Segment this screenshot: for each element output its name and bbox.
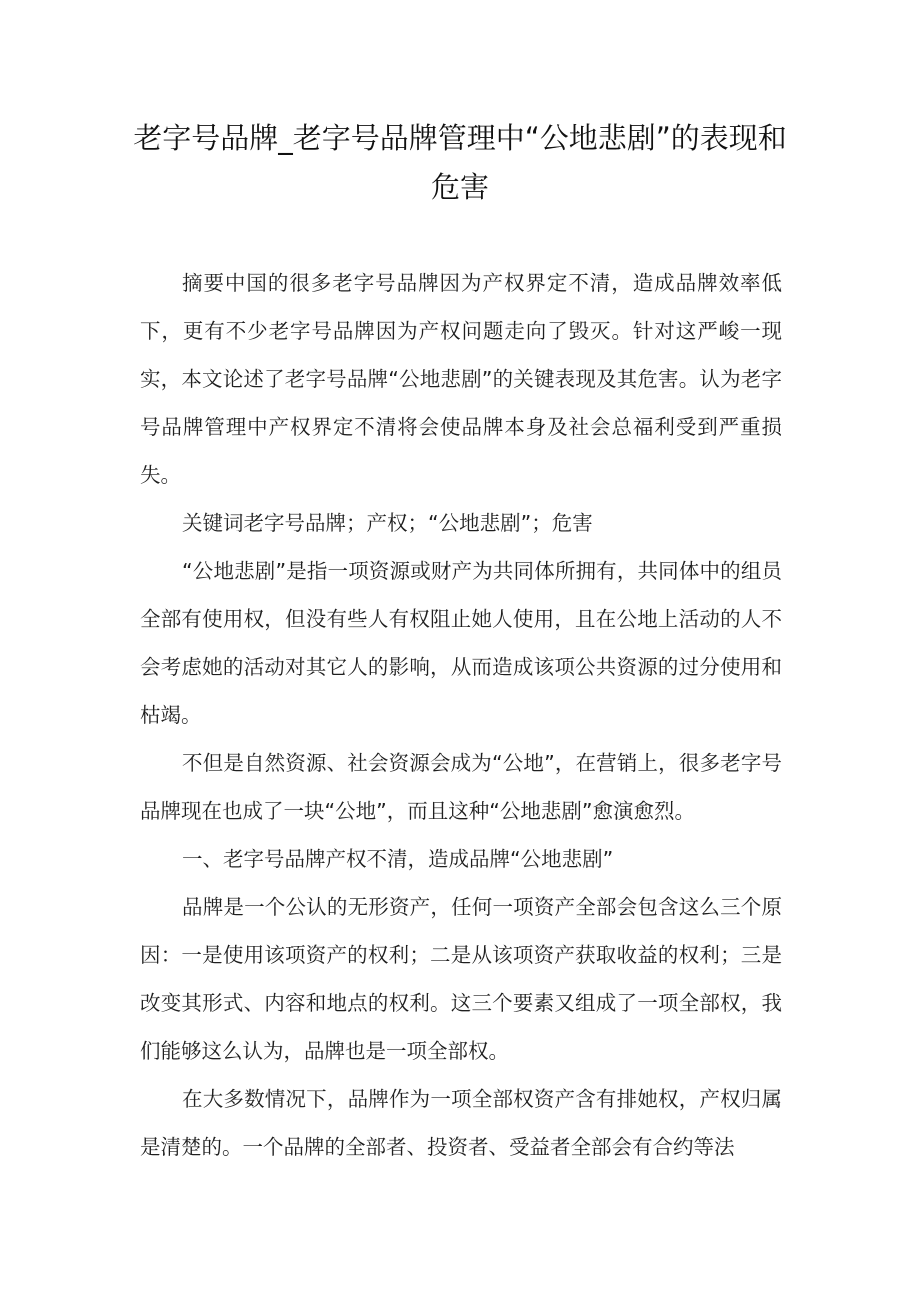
paragraph-marketing: 不但是自然资源、社会资源会成为“公地”，在营销上，很多老字号品牌现在也成了一块“公地”，而且这种“公地悲剧”愈演愈烈。 [140, 751, 782, 823]
document-body [140, 259, 782, 1171]
section-heading-1: 一、老字号品牌产权不清，造成品牌“公地悲剧” [182, 847, 614, 871]
paragraph-brand-asset: 品牌是一个公认的无形资产，任何一项资产全部会包含这么三个原因：一是使用该项资产的权利；二是从该项资产获取收益的权利；三是改变其形式、内容和地点的权利。这三个要素又组成了一项全部权，我们能够这么认为，品牌也是一项全部权。 [140, 895, 782, 1063]
paragraph-definition: “公地悲剧”是指一项资源或财产为共同体所拥有，共同体中的组员全部有使用权，但没有些人有权阻止她人使用，且在公地上活动的人不会考虑她的活动对其它人的影响，从而造成该项公共资源的过分使用和枯竭。 [140, 559, 782, 727]
paragraph-abstract: 摘要中国的很多老字号品牌因为产权界定不清，造成品牌效率低下，更有不少老字号品牌因为产权问题走向了毁灭。针对这严峻一现实，本文论述了老字号品牌“公地悲剧”的关键表现及其危害。认为老字号品牌管理中产权界定不清将会使品牌本身及社会总福利受到严重损失。 [140, 271, 782, 487]
paragraph-keywords: 关键词老字号品牌；产权；“公地悲剧”；危害 [182, 511, 593, 535]
paragraph-exclusivity: 在大多数情况下，品牌作为一项全部权资产含有排她权，产权归属是清楚的。一个品牌的全部者、投资者、受益者全部会有合约等法 [140, 1087, 782, 1159]
document-title: 老字号品牌_老字号品牌管理中“公地悲剧”的表现和危害 [133, 121, 787, 204]
